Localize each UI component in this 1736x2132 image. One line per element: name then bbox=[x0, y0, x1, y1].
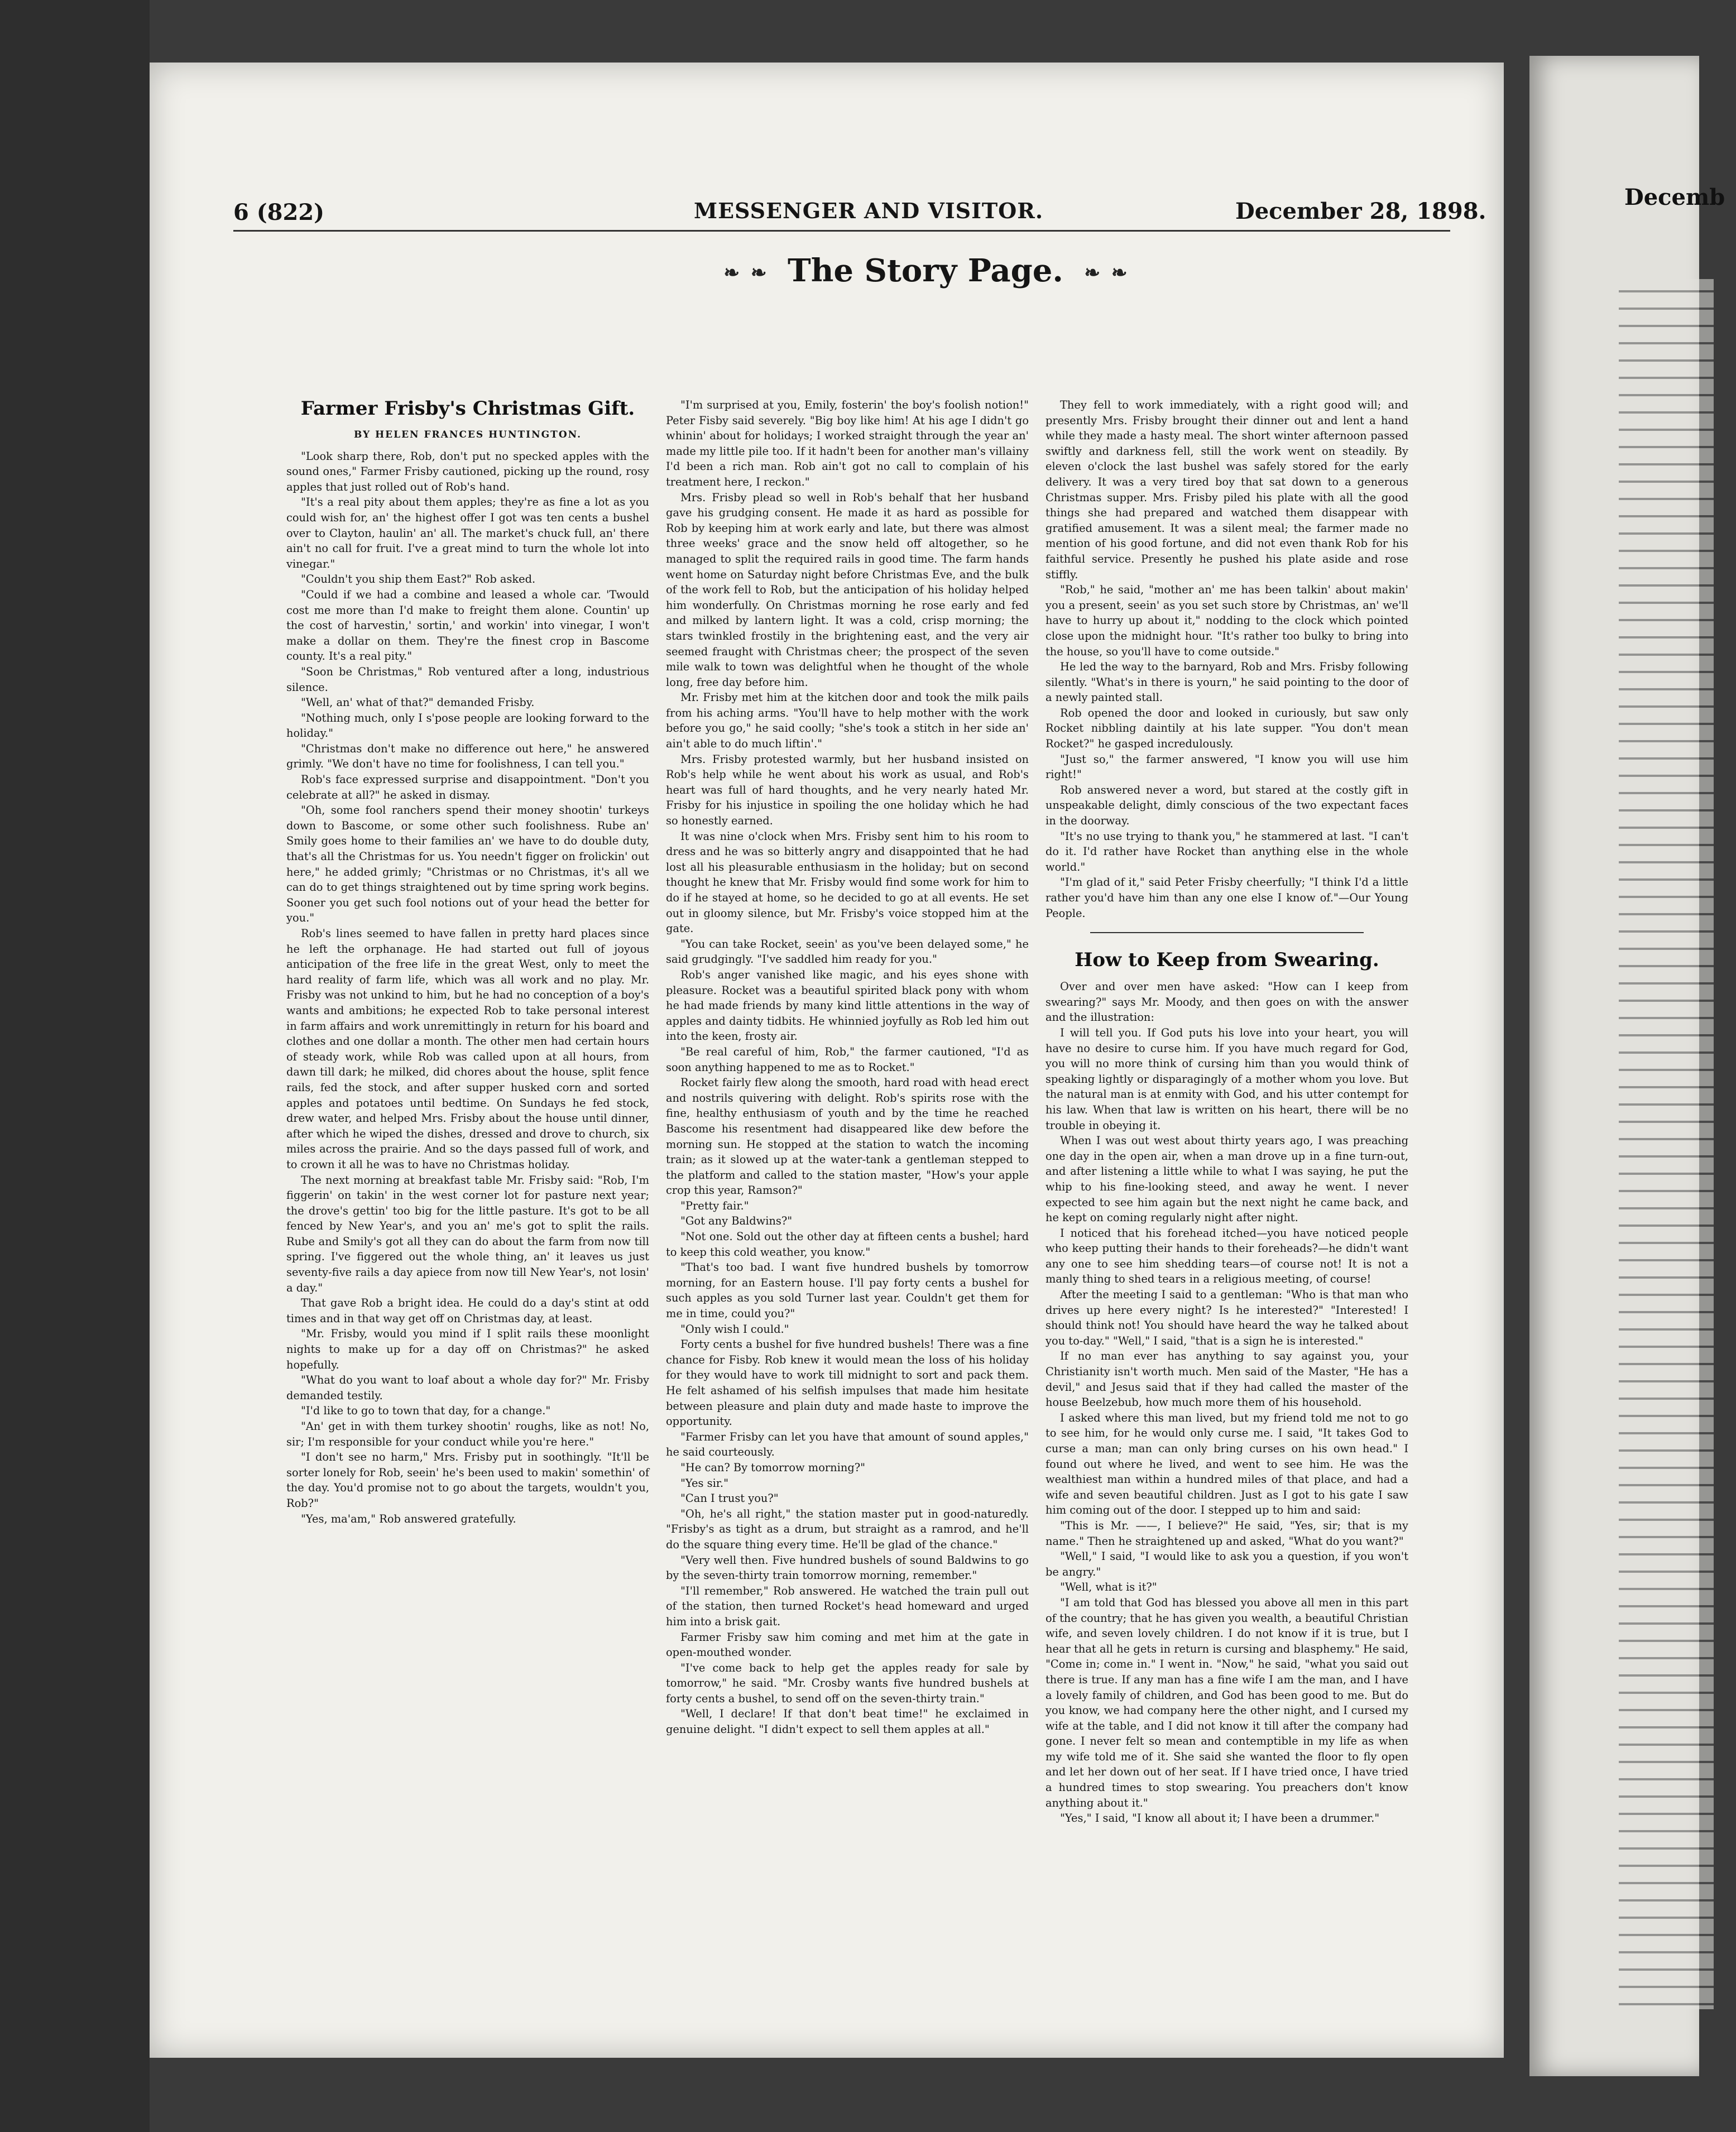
paragraph: When I was out west about thirty years ago, I was preaching one day in the open air, when a man drove up in a fine turn-out, and after listening a little while to what I was saying, he put the whip to his fine-looking steed, and away he went. I never expected to see him again but the next night he came back, and he kept on coming regularly night after night. bbox=[1046, 1134, 1408, 1225]
paragraph: They fell to work immediately, with a right good will; and presently Mrs. Frisby brought their dinner out and lent a hand while they made a hasty meal. The short winter afternoon passed swiftly and darkness fell, still the work went on steadily. By eleven o'clock the last bushel was safely stored for the early delivery. It was a very tired boy that sat down to a generous Christmas supper. Mrs. Frisby piled his plate with all the good things she had prepared and watched them disappear with gratified amusement. It was a silent meal; the farmer made no mention of his good fortune, and did not even thank Rob for his faithful service. Presently he pushed his plate aside and rose stiffly. bbox=[1046, 398, 1408, 581]
masthead-rule bbox=[233, 230, 1450, 232]
paragraph: Forty cents a bushel for five hundred bushels! There was a fine chance for Fisby. Rob knew it would mean the loss of his holiday for they would have to work till midnight to sort and pack them. He felt ashamed of his selfish impulses that made him hesitate between pleasure and plain duty and made haste to improve the opportunity. bbox=[666, 1338, 1029, 1428]
paragraph: "Very well then. Five hundred bushels of sound Baldwins to go by the seven-thirty train tomorrow morning, remember." bbox=[666, 1553, 1029, 1582]
page-number: 6 (822) bbox=[233, 199, 325, 225]
paragraph: "Farmer Frisby can let you have that amount of sound apples," he said courteously. bbox=[666, 1430, 1029, 1459]
paragraph: "Couldn't you ship them East?" Rob asked. bbox=[301, 573, 536, 586]
paragraph: "I'm surprised at you, Emily, fosterin' the boy's foolish notion!" Peter Fisby said severely. "Big boy like him! At his age I didn't go whinin' about for holidays; I worked straight through the year an' made my little pile too. If it hadn't been for another man's villainy I'd been a rich man. Rob ain't got no call to complain of his treatment here, I reckon." bbox=[666, 398, 1029, 488]
paragraph: I asked where this man lived, but my friend told me not to go to see him, for he would only curse me. I said, "It takes God to curse a man; man can only bring curses on his own head." I found out where he lived, and went to see him. He was the wealthiest man within a hundred miles of that place, and had a wife and seven beautiful children. Just as I got to his gate I saw him coming out of the door. I stepped up to him and said: bbox=[1046, 1411, 1408, 1517]
paragraph: "It's no use trying to thank you," he stammered at last. "I can't do it. I'd rather have Rocket than anything else in the whole world." bbox=[1046, 829, 1408, 873]
paragraph: "Pretty fair." bbox=[680, 1199, 749, 1212]
paragraph: That gave Rob a bright idea. He could do a day's stint at odd times and in that way get off on Christmas day, at least. bbox=[286, 1297, 649, 1325]
adjacent-page bbox=[1529, 56, 1725, 2076]
paragraph: "Just so," the farmer answered, "I know you will use him right!" bbox=[1046, 752, 1408, 781]
story-title: Farmer Frisby's Christmas Gift. bbox=[300, 397, 635, 420]
newspaper-title: MESSENGER AND VISITOR. bbox=[694, 198, 1044, 223]
paragraph: "Yes, ma'am," Rob answered gratefully. bbox=[301, 1512, 516, 1525]
paragraph: "What do you want to loaf about a whole day for?" Mr. Frisby demanded testily. bbox=[286, 1374, 649, 1402]
paragraph: "This is Mr. ——, I believe?" He said, "Yes, sir; that is my name." Then he straightened up and asked, "What do you want?" bbox=[1046, 1519, 1408, 1548]
paragraph: He led the way to the barnyard, Rob and Mrs. Frisby following silently. "What's in there is yourn," he said pointing to the door of a newly painted stall. bbox=[1046, 660, 1408, 704]
paragraph: "I've come back to help get the apples ready for sale by tomorrow," he said. "Mr. Crosby wants five hundred bushels at forty cents a bushel, to send off on the seven-thirty train." bbox=[666, 1661, 1029, 1705]
paragraph: "Oh, he's all right," the station master put in good-naturedly. "Frisby's as tight as a drum, but straight as a ramrod, and he'll do the square thing every time. He'll be glad of the chance." bbox=[666, 1507, 1029, 1551]
story-divider bbox=[1090, 932, 1364, 933]
story-title: How to Keep from Swearing. bbox=[1075, 949, 1379, 972]
paragraph: Rob's anger vanished like magic, and his eyes shone with pleasure. Rocket was a beautiful spirited black pony with whom he had made friends by many kind little attentions in the way of apples and dainty tidbits. He whinnied joyfully as Rob led him out into the keen, frosty air. bbox=[666, 968, 1029, 1043]
newspaper-page bbox=[150, 63, 1504, 2058]
paragraph: "Soon be Christmas," Rob ventured after a long, industrious silence. bbox=[286, 665, 649, 694]
paragraph: "It's a real pity about them apples; they're as fine a lot as you could wish for, an' the highest offer I got was ten cents a bushel over to Clayton, haulin' an' all. The market's chuck full, an' there ain't no call for fruit. I've a great mind to turn the whole lot into vinegar." bbox=[286, 496, 649, 570]
paragraph: If no man ever has anything to say against you, your Christianity isn't worth much. Men said of the Master, "He has a devil," and Jesus said that if they had called the master of the house Beelzebub, how much more them of his household. bbox=[1046, 1350, 1408, 1409]
story-byline: BY HELEN FRANCES HUNTINGTON. bbox=[353, 429, 582, 440]
adjacent-page-header: Decemb bbox=[1624, 184, 1725, 210]
paragraph: Over and over men have asked: "How can I keep from swearing?" says Mr. Moody, and then goes on with the answer and the illustration: bbox=[1046, 980, 1408, 1024]
paragraph: Rob's face expressed surprise and disappointment. "Don't you celebrate at all?" he asked in dismay. bbox=[286, 773, 649, 801]
paragraph: It was nine o'clock when Mrs. Frisby sent him to his room to dress and he was so bitterly angry and disappointed that he had lost all his pleasurable enthusiasm in the holiday; but on second thought he knew that Mr. Frisby would find some work for him to do if he stayed at home, so he decided to go at all events. He set out in gloomy silence, but Mr. Frisby's voice stopped him at the gate. bbox=[666, 829, 1029, 935]
ornament-icon: ❧ bbox=[723, 262, 740, 285]
adjacent-page-text bbox=[1619, 279, 1714, 2009]
ornament-icon: ❧ bbox=[751, 262, 767, 285]
paragraph: "I'm glad of it," said Peter Frisby cheerfully; "I think I'd a little rather you'd have him than any one else I know of."—Our Young People. bbox=[1046, 876, 1408, 920]
paragraph: "Well, an' what of that?" demanded Frisby. bbox=[301, 696, 535, 709]
paragraph: "Be real careful of him, Rob," the farmer cautioned, "I'd as soon anything happened to me as to Rocket." bbox=[666, 1045, 1029, 1074]
paragraph: "Christmas don't make no difference out here," he answered grimly. "We don't have no time for foolishness, I can tell you." bbox=[286, 742, 649, 771]
paragraph: Mr. Frisby met him at the kitchen door and took the milk pails from his aching arms. "You'll have to help mother with the work before you go," he said coolly; "she's took a stitch in her side an' ain't able to do much liftin'." bbox=[666, 691, 1029, 751]
paragraph: "I don't see no harm," Mrs. Frisby put in soothingly. "It'll be sorter lonely for Rob, seein' he's been used to makin' somethin' of the day. You'd promise not to go about the targets, wouldn't you, Rob?" bbox=[286, 1451, 649, 1510]
paragraph: "He can? By tomorrow morning?" bbox=[680, 1461, 866, 1474]
paragraph: After the meeting I said to a gentleman: "Who is that man who drives up here every night? Is he interested?" "Interested! I should think not! You should have heard the way he talked about you to-day." "Well," I said, "that is a sign he is interested." bbox=[1046, 1288, 1408, 1347]
paragraph: Rob answered never a word, but stared at the costly gift in unspeakable delight, dimly conscious of the two expectant faces in the doorway. bbox=[1046, 783, 1408, 828]
paragraph: I will tell you. If God puts his love into your heart, you will have no desire to curse him. If you have much regard for God, you will no more think of cursing him than you would think of speaking lightly or disparagingly of a mother whom you love. But the natural man is at enmity with God, and his utter contempt for his law. When that law is written on his heart, there will be no trouble in obeying it. bbox=[1046, 1026, 1408, 1132]
paragraph: "Rob," he said, "mother an' me has been talkin' about makin' you a present, seein' as you set such store by Christmas, an' we'll have to hurry up about it," nodding to the clock which pointed close upon the midnight hour. "It's rather too bulky to bring into the house, so you'll have to come outside." bbox=[1046, 583, 1408, 658]
paragraph: "Mr. Frisby, would you mind if I split rails these moonlight nights to make up for a day off on Christmas?" he asked hopefully. bbox=[286, 1327, 649, 1371]
paragraph: "Not one. Sold out the other day at fifteen cents a bushel; hard to keep this cold weather, you know." bbox=[666, 1230, 1029, 1259]
paragraph: "I'll remember," Rob answered. He watched the train pull out of the station, then turned Rocket's head homeward and urged him into a brisk gait. bbox=[666, 1584, 1029, 1628]
paragraph: "Yes," I said, "I know all about it; I have been a drummer." bbox=[1060, 1812, 1380, 1825]
paragraph: "Got any Baldwins?" bbox=[680, 1214, 793, 1228]
paragraph: Rob opened the door and looked in curiously, but saw only Rocket nibbling daintily at his late supper. "You don't mean Rocket?" he gasped incredulously. bbox=[1046, 706, 1408, 751]
paragraph: "Oh, some fool ranchers spend their money shootin' turkeys down to Bascome, or some other such foolishness. Rube an' Smily goes home to their families an' we have to do double duty, that's all the Christmas for us. You needn't figger on frolickin' out here," he added grimly; "Christmas or no Christmas, it's all we can do to get things straightened out by time spring work begins. Sooner you get such fool notions out of your head the better for you." bbox=[286, 804, 649, 925]
paragraph: Mrs. Frisby plead so well in Rob's behalf that her husband gave his grudging consent. He made it as hard as possible for Rob by keeping him at work early and late, but there was almost three weeks' grace and the snow held off altogether, so he managed to split the required rails in good time. The farm hands went home on Saturday night before Christmas Eve, and the bulk of the work fell to Rob, but the anticipation of his holiday helped him wonderfully. On Christmas morning he rose early and fed and milked by lantern light. It was a cold, crisp morning; the stars twinkled frostily in the brightening east, and the very air seemed fraught with Christmas cheer; the prospect of the seven mile walk to town was delightful when he thought of the whole long, free day before him. bbox=[666, 491, 1029, 689]
paragraph: "That's too bad. I want five hundred bushels by tomorrow morning, for an Eastern house. I'll pay forty cents a bushel for such apples as you sold Turner last year. Couldn't get them for me in time, could you?" bbox=[666, 1261, 1029, 1321]
paragraph: "An' get in with them turkey shootin' roughs, like as not! No, sir; I'm responsible for your conduct while you're here." bbox=[286, 1420, 649, 1448]
column-3 bbox=[1046, 397, 1408, 2033]
paragraph: "I'd like to go to town that day, for a change." bbox=[301, 1404, 551, 1418]
section-heading bbox=[685, 252, 1166, 289]
paragraph: "Look sharp there, Rob, don't put no specked apples with the sound ones," Farmer Frisby cautioned, picking up the round, rosy apples that just rolled out of Rob's hand. bbox=[286, 449, 649, 493]
paragraph: "Only wish I could." bbox=[680, 1322, 789, 1336]
paragraph: "Well," I said, "I would like to ask you a question, if you won't be angry." bbox=[1046, 1550, 1408, 1578]
paragraph: "Can I trust you?" bbox=[680, 1492, 779, 1505]
issue-date: December 28, 1898. bbox=[1235, 198, 1486, 224]
paragraph: Rocket fairly flew along the smooth, hard road with head erect and nostrils quivering with delight. Rob's spirits rose with the fine, healthy enthusiasm of youth and by the time he reached Bascome his resentment had disappeared like dew before the morning sun. He stopped at the station to watch the incoming train; as it slowed up at the water-tank a gentleman stepped to the platform and called to the station master, "How's your apple crop this year, Ramson?" bbox=[666, 1076, 1029, 1197]
paragraph: The next morning at breakfast table Mr. Frisby said: "Rob, I'm figgerin' on takin' in the west corner lot for pasture next year; the drove's gettin' too big for the little pasture. It's got to be all fenced by New Year's, and you an' me's got to split the rails. Rube and Smily's got all they can do about the farm from now till spring. I've figgered out the whole thing, an' it leaves us just seventy-five rails a day apiece from now till New Year's, not losin' a day." bbox=[286, 1173, 649, 1294]
paragraph: "You can take Rocket, seein' as you've been delayed some," he said grudgingly. "I've saddled him ready for you." bbox=[666, 937, 1029, 966]
paragraph: "Nothing much, only I s'pose people are looking forward to the holiday." bbox=[286, 711, 649, 740]
paragraph: Mrs. Frisby protested warmly, but her husband insisted on Rob's help while he went about his work as usual, and Rob's heart was full of hard thoughts, and he very nearly hated Mr. Frisby for his injustice in spoiling the one holiday which he had so honestly earned. bbox=[666, 752, 1029, 828]
paragraph: Rob's lines seemed to have fallen in pretty hard places since he left the orphanage. He had started out full of joyous anticipation of the free life in the great West, only to meet the hard reality of farm life, which was all work and no play. Mr. Frisby was not unkind to him, but he had no conception of a boy's wants and ambitions; he expected Rob to take personal interest in farm affairs and work unremittingly in return for his board and clothes and one dollar a month. The other men had certain hours of steady work, while Rob was called upon at all hours, from dawn till dark; he milked, did chores about the house, split fence rails, fed the stock, and after supper husked corn and sorted apples and potatoes until bedtime. On Sundays he fed stock, drew water, and helped Mrs. Frisby about the house until dinner, after which he wiped the dishes, dressed and drove to church, six miles across the prairie. And so the days passed full of work, and to crown it all he was to have no Christmas holiday. bbox=[286, 927, 649, 1171]
paragraph: Farmer Frisby saw him coming and met him at the gate in open-mouthed wonder. bbox=[666, 1630, 1029, 1659]
scan-background bbox=[0, 0, 150, 2132]
column-1 bbox=[286, 397, 649, 2033]
paragraph: "Yes sir." bbox=[680, 1476, 728, 1490]
paragraph: "Well, I declare! If that don't beat time!" he exclaimed in genuine delight. "I didn't expect to sell them apples at all." bbox=[666, 1707, 1029, 1736]
paragraph: "I am told that God has blessed you above all men in this part of the country; that he has given you wealth, a beautiful Christian wife, and seven lovely children. I do not know if it is true, but I hear that all he gets in return is cursing and blasphemy." He said, "Come in; come in." I went in. "Now," he said, "what you said out there is true. If any man has a fine wife I am the man, and I have a lovely family of children, and God has been good to me. But do you know, we had company here the other night, and I cursed my wife at the table, and I did not know it till after the company had gone. I never felt so mean and contemptible in my life as when my wife told me of it. She said she wanted the floor to fly open and let her down out of her seat. If I have tried once, I have tried a hundred times to stop swearing. You preachers don't know anything about it." bbox=[1046, 1596, 1408, 1809]
ornament-icon: ❧ bbox=[1111, 262, 1128, 285]
paragraph: I noticed that his forehead itched—you have noticed people who keep putting their hands to their foreheads?—he didn't want any one to see him shedding tears—of course not! It is not a manly thing to shed tears in a religious meeting, of course! bbox=[1046, 1226, 1408, 1286]
ornament-icon: ❧ bbox=[1084, 262, 1100, 285]
paragraph: "Could if we had a combine and leased a whole car. 'Twould cost me more than I'd make to freight them alone. Countin' up the cost of harvestin,' sortin,' and workin' into vinegar, I won't make a dollar on them. They're the finest crop in Bascome county. It's a real pity." bbox=[286, 588, 649, 663]
section-title: The Story Page. bbox=[788, 252, 1063, 289]
paragraph: "Well, what is it?" bbox=[1060, 1581, 1157, 1594]
column-2 bbox=[666, 397, 1029, 2033]
